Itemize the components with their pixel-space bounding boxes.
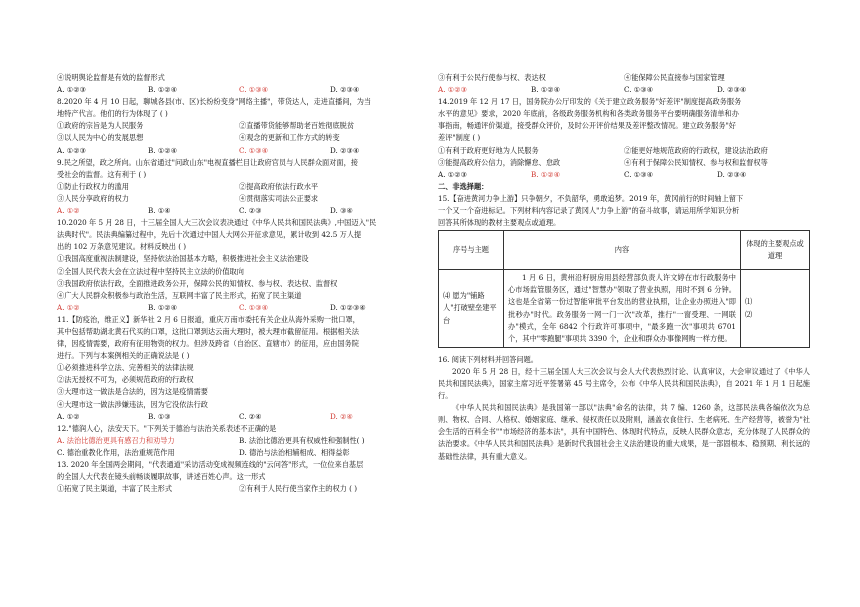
q14-option-d: D. ②③④ [717, 169, 747, 179]
q12-option-d: D. 德治与法治相辅相成、相得益彰 [239, 447, 350, 457]
q7-option-b: B. ①②④ [148, 85, 178, 95]
q12-option-a-answer: A. 法治比德治更具有感召力和劝导力 [57, 435, 175, 445]
q10-option-d: D. ①②③④ [330, 302, 366, 312]
q11-item-3: ③大理市这一做法是合法的，因为这是疫情需要 [57, 387, 208, 397]
q14-options [438, 169, 810, 181]
q9-option-d: D. ③④ [330, 206, 353, 216]
q13-option-b: B. ①②④ [531, 85, 561, 95]
q11-option-a: A. ①② [57, 411, 80, 421]
q13-item-3: ③有利于公民行使参与权、表达权 [438, 73, 546, 82]
q10-option-c-answer: C. ①③④ [239, 302, 269, 312]
q13-item-4: ④能保障公民直接参与国家管理 [624, 73, 725, 82]
q10-stem-2: 法典时代"。民法典编纂过程中，先后十次通过中国人大网公开征求意见，累计收到 42.5 万人提 [57, 230, 362, 240]
q12-option-c: C. 德治重教化作用，法治重规范作用 [57, 447, 175, 457]
q12-stem: 12."德润人心，法安天下。"下列关于德治与法治关系表述不正确的是 [57, 423, 277, 433]
q10-stem-3: 出的 102 万条意见建议。材料反映出 ( ) [57, 242, 187, 252]
q13-option-a-answer: A. ①②③ [438, 85, 468, 95]
q10-item-3: ③我国政府依法行政，全面推进政务公开，保障公民的知情权、参与权、表达权、监督权 [57, 278, 338, 288]
q13-items-row-1 [57, 483, 421, 495]
q10-item-4: ④广大人民群众积极参与政治生活，互联网丰富了民主形式，拓宽了民主渠道 [57, 290, 302, 300]
q8-item-2: ②直播带货能够帮助老百姓彻底脱贫 [239, 121, 355, 131]
table-cell-content: 1 月 6 日，黄州沿籽厨房用县经营部负责人许文婷在市行政服务中心市场监管服务区，通过"智慧办"领取了营业执照，用时不到 6 分钟。这也是全省第一份过智能审批平台发出的营业执照，让企业办照进入"即批秒办"时代。政务服务一网一门一次"改革，推行"一窗受理、一网联办"模式，全年 6842 个行政许可事项中，"最多跑一次"事项共 6701 个，其中"零跑腿"事项共 3390 个，企业和群众办事像网购一样方便。 [504, 270, 741, 348]
q8-item-1: ①政府的宗旨是为人民服务 [57, 121, 144, 131]
q14-items-row-2 [438, 157, 810, 169]
q9-options [57, 205, 421, 217]
q7-option-a: A. ①②③ [57, 85, 87, 95]
q14-items-row-1 [438, 145, 810, 157]
q11-option-b: B. ①③ [148, 411, 171, 421]
table-cell-topic: ⑷ 愿为"铺路人"打破壁垒建平台 [439, 270, 504, 348]
q14-item-3: ③能提高政府公信力，消除懈怠、怠政 [438, 157, 561, 167]
q16-paragraph-1: 2020 年 5 月 28 日，经十三届全国人大三次会议与会人大代表热烈讨论、认真审议，大会审议通过了《中华人民共和国民法典》，国家主席习近平签署第 45 号主席令，公布《中华人民共和国民法典》，自 2021 年 1 月 1 日起施行。 [438, 366, 810, 401]
q10-options [57, 302, 421, 314]
q12-options-row-1 [57, 435, 421, 447]
q14-item-4: ④有利于保障公民知情权、参与权和监督权等 [624, 157, 768, 167]
q14-item-2: ②能更好地规范政府的行政权，建设法治政府 [624, 145, 768, 155]
q13-item-2: ②有利于人民行使当家作主的权力 ( ) [239, 484, 357, 494]
q14-stem-1: 14.2019 年 12 月 17 日，国务院办公厅印发的《关于建立政务服务"好差评"制度提高政务服务 [438, 97, 742, 107]
q15-stem-3: 回答其所体现的教材主要观点或道理。 [438, 218, 561, 228]
q15-table [438, 230, 810, 348]
left-column [57, 72, 421, 495]
q8-stem-1: 8.2020 年 4 月 10 日起，聊城各县(市、区)长纷纷变身"网络主播"，带货达人，走进直播间，为当 [57, 97, 372, 107]
q13-item-1: ①拓宽了民主渠道，丰富了民主形式 [57, 484, 173, 494]
q9-items-row-2 [57, 193, 421, 205]
q9-item-4: ④贯彻落实司法公正要求 [239, 193, 319, 203]
table-header-content: 内容 [504, 231, 741, 270]
q10-option-b: B. ①②④ [148, 302, 178, 312]
q9-items-row-1 [57, 181, 421, 193]
table-row [439, 270, 810, 348]
q8-options [57, 145, 421, 157]
q13-option-c: C. ①③④ [624, 85, 654, 95]
q14-item-1: ①有利于政府更好地为人民服务 [438, 145, 539, 155]
q14-stem-2: 水平的意见》要求，2020 年底前，各级政务服务机构和各类政务服务平台要明确服务清单和办 [438, 109, 739, 119]
q11-stem-2: 其中包括帮助湖北黄石代买的口罩，这批口罩到达云南大理时，被大理市截留征用。根据相关法 [57, 326, 359, 336]
q9-stem-2: 受社会的监督。这有利于 ( ) [57, 169, 147, 179]
q9-item-3: ③人民分享政府的权力 [57, 193, 129, 203]
q12-options-row-2 [57, 447, 421, 459]
q16-paragraph-2: 《中华人民共和国民法典》是我国第一部以"法典"命名的法律，共 7 编、1260 条，这部民法典各编依次为总则、物权、合同、人格权、婚姻家庭、继承、侵权责任以及附则，涵盖衣食住行、生老病死、生产经营等，被誉为"社会生活的百科全书""市场经济的基本法"，具有中国特色、体现时代特点，反映人民群众意志，充分体现了人民群众的法治要求。《中华人民共和国民法典》是新时代我国社会主义法治建设的重大成果，是一部固根本、稳预期、利长远的基础性法律，具有重大意义。 [438, 403, 810, 461]
answer-blank-2: ⑵ [745, 309, 753, 319]
q11-option-c: C. ②④ [239, 411, 262, 421]
q11-stem-3: 律，因疫情需要，政府有征用物资的权力。但涉及跨省（自治区、直辖市）的征用，应由国务院 [57, 339, 359, 349]
q9-option-b: B. ①④ [148, 206, 171, 216]
q13-stem-1: 13. 2020 年全国两会期间，"代表通道"采访活动变成视频连线的"云问答"形式，一位位来自基层 [57, 460, 364, 469]
q8-items-row-2 [57, 132, 421, 144]
q10-option-a-answer: A. ①② [57, 302, 80, 312]
q13-items-row-2 [438, 72, 810, 84]
q9-item-2: ②提高政府依法行政水平 [239, 181, 319, 191]
q10-item-1: ①我国高度重视法制建设，坚持依法治国基本方略，积极推进社会主义法治建设 [57, 254, 309, 264]
q14-option-c: C. ①③④ [624, 169, 654, 179]
q15-stem-2: 一个又一个奋进标记。下列材料内容记录了黄冈人"力争上游"的奋斗故事，请运用所学知识分析 [438, 206, 740, 216]
q11-stem-4: 进行。下列与本案例相关的正确说法是 ( ) [57, 351, 190, 361]
q11-options [57, 411, 421, 423]
q9-option-a-answer: A. ①② [57, 206, 80, 216]
q12-option-b: B. 法治比德治更具有权威性和强制性( ) [239, 435, 365, 445]
q11-stem-1: 11.【防疫治，维正义】新华社 2 月 6 日报道，重庆万南市委托有关企业从海外采购一批口罩， [57, 314, 360, 324]
q13-stem-2: 的全国人大代表在镜头前畅谈履职故事，讲述百姓心声。这一形式 [57, 472, 266, 482]
q14-option-a: A. ①②③ [438, 169, 468, 179]
q11-option-d-answer: D. ②④ [330, 411, 353, 421]
q9-option-c: C. ②③ [239, 206, 262, 216]
q11-item-2: ②法无授权不可为，必须规范政府的行政权 [57, 375, 194, 385]
q7-options [57, 84, 421, 96]
q11-item-1: ①必须推进科学立法、完善相关的法律法规 [57, 363, 194, 373]
table-header-row [439, 231, 810, 270]
q13-option-d: D. ②③④ [717, 85, 747, 95]
q14-stem-3: 事指南，畅通评价渠道，接受群众评价，及时公开评价结果及差评整改情况。建立政务服务"好 [438, 121, 736, 131]
q14-option-b-answer: B. ①②④ [531, 169, 561, 179]
q7-option-d: D. ②③④ [330, 85, 360, 95]
q8-item-3: ③以人民为中心的发展思想 [57, 133, 144, 143]
q8-option-b: B. ①②④ [148, 145, 178, 155]
table-header-viewpoint: 体现的主要观点或道理 [741, 231, 810, 270]
q15-stem-1: 15.【奋进黄河力争上游】只争朝夕，不负韶华，勇敢追梦。2019 年，黄冈前行的时间轴上留下 [438, 193, 744, 203]
q14-stem-4: 差评"制度 ( ) [438, 133, 481, 143]
table-header-topic: 序号与主题 [439, 231, 504, 270]
q8-items-row-1 [57, 120, 421, 132]
q9-stem-1: 9.民之所望，政之所向。山东省通过"问政山东"电视直播栏目让政府官员与人民群众面对面，接 [57, 157, 358, 167]
q8-stem-2: 地特产代言。他们的行为体现了 ( ) [57, 109, 168, 119]
q11-item-4: ④大理市这一做法涉嫌违法，因为它没依法行政 [57, 399, 208, 409]
right-column [438, 72, 810, 463]
q13-options [438, 84, 810, 96]
section-title-non-choice: 二、非选择题： [438, 181, 489, 191]
q8-option-a: A. ①②③ [57, 145, 87, 155]
q10-item-2: ②全国人民代表大会在立法过程中坚持民主立法的价值取向 [57, 266, 244, 276]
q7-option-c-answer: C. ①③④ [239, 85, 269, 95]
q7-item-4: ④说明舆论监督是有效的监督形式 [57, 73, 165, 82]
q9-item-1: ①防止行政权力的滥用 [57, 181, 129, 191]
q8-item-4: ④观念的更新和工作方式的转变 [239, 133, 340, 143]
q8-option-c-answer: C. ①③④ [239, 145, 269, 155]
table-cell-answer[interactable] [741, 270, 810, 348]
q8-option-d: D. ②③④ [330, 145, 360, 155]
answer-blank-1: ⑴ [745, 297, 753, 307]
q16-stem: 16. 阅读下列材料并回答问题。 [438, 354, 538, 364]
q10-stem-1: 10.2020 年 5 月 28 日，十三届全国人大三次会议表决通过《中华人民共和国民法典》,中国迈入"民 [57, 218, 377, 228]
